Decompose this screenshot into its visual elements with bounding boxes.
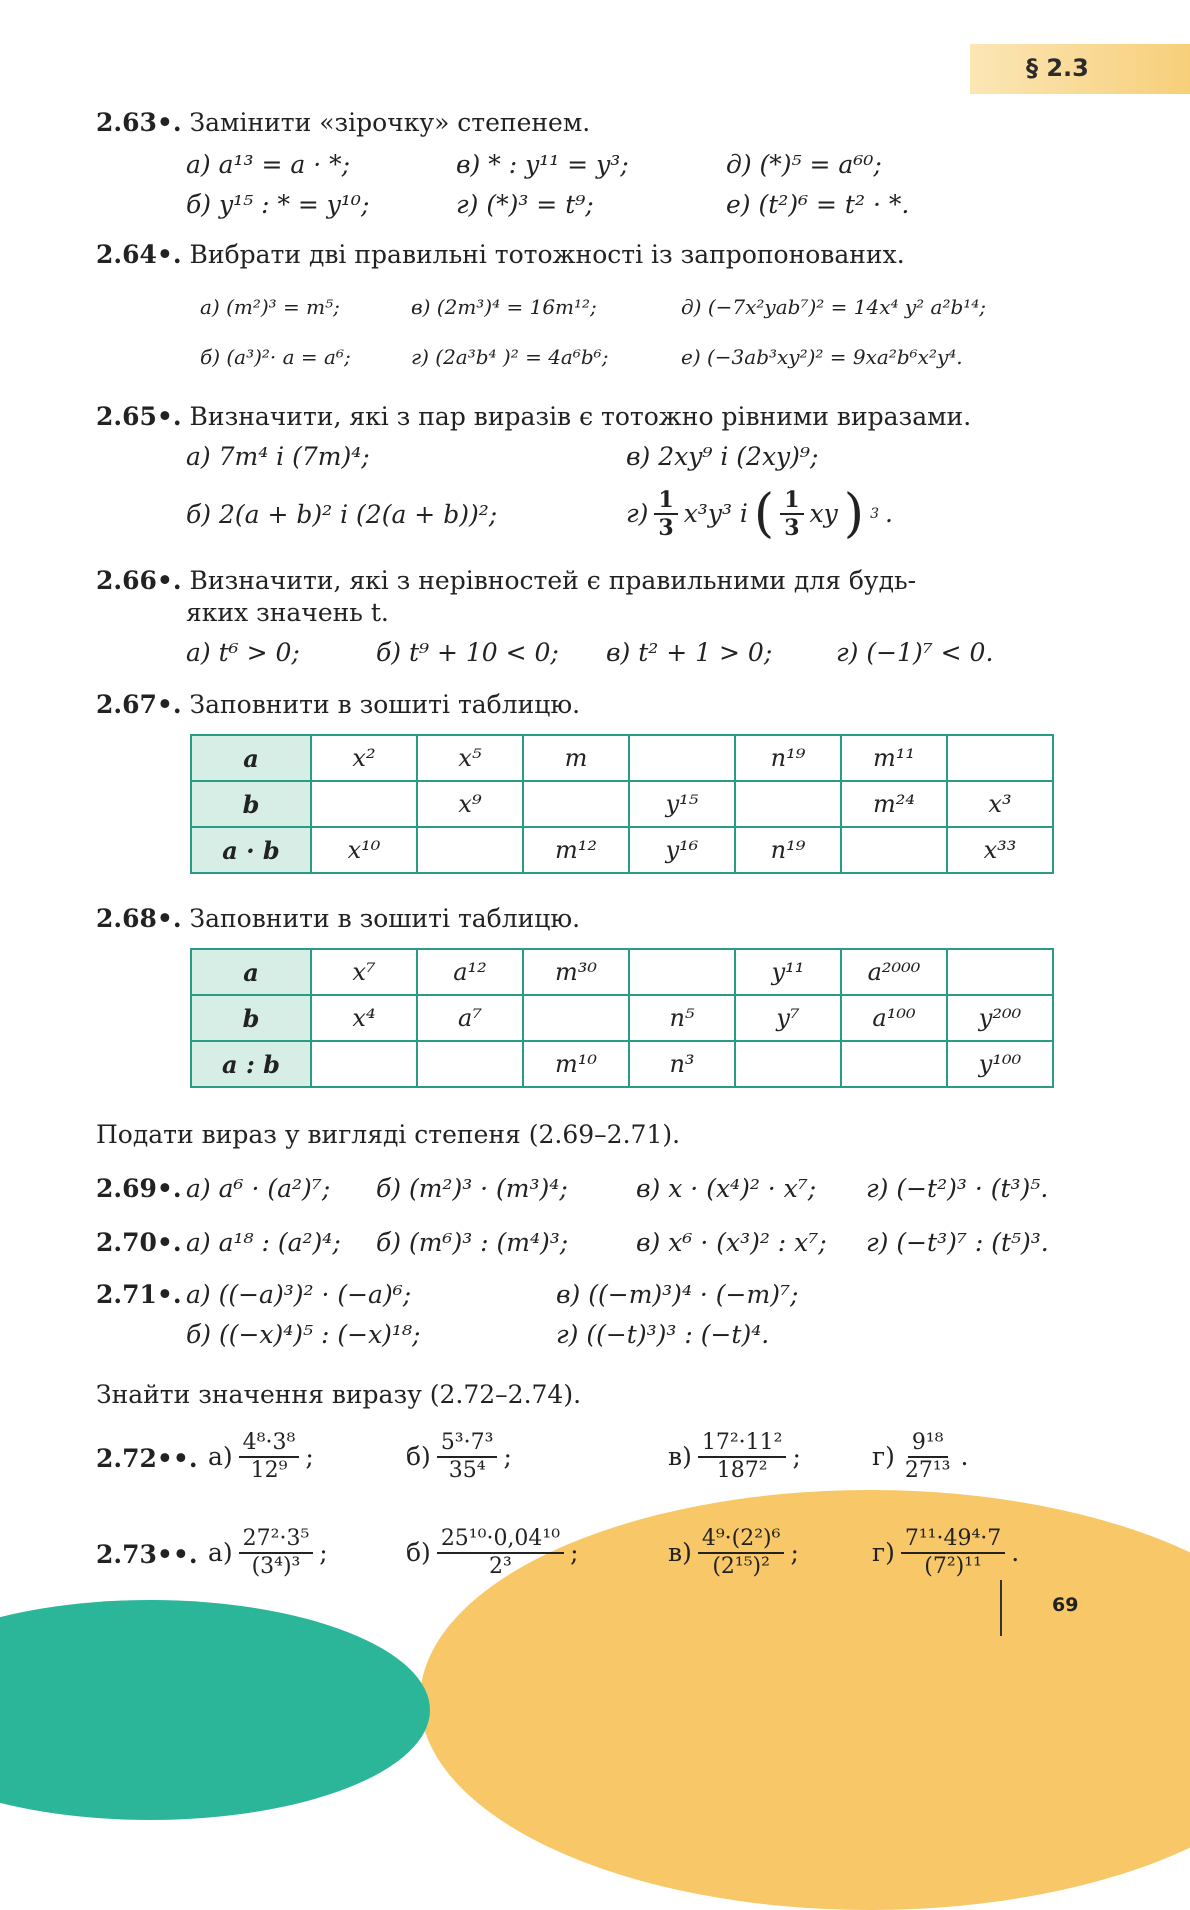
problem-2-64-g: г) (2a³b⁴ )² = 4a⁶b⁶;: [411, 345, 609, 369]
page-number-divider: [1000, 1580, 1002, 1636]
table-cell: x³: [947, 781, 1053, 827]
section-tab: [970, 44, 1190, 94]
table-cell: y¹⁵: [629, 781, 735, 827]
problem-2-66-v: в) t² + 1 > 0;: [606, 638, 773, 667]
table-cell: [841, 1041, 947, 1087]
table-cell: n¹⁹: [735, 735, 841, 781]
problem-2-64-b: б) (a³)²· a = a⁶;: [200, 345, 351, 369]
problem-2-71-v: в) ((−m)³)⁴ · (−m)⁷;: [556, 1280, 799, 1309]
table-cell: x⁹: [417, 781, 523, 827]
problem-2-69-g: г) (−t²)³ · (t³)⁵.: [866, 1174, 1049, 1203]
problem-2-69-number: 2.69•.: [96, 1174, 182, 1203]
table-cell: b: [191, 995, 311, 1041]
problem-2-70-g: г) (−t³)⁷ : (t⁵)³.: [866, 1228, 1049, 1257]
problem-2-71-number: 2.71•.: [96, 1280, 182, 1309]
table-cell: x¹⁰: [311, 827, 417, 873]
table-cell: b: [191, 781, 311, 827]
problem-2-69-a: а) a⁶ · (a²)⁷;: [186, 1174, 331, 1203]
problem-2-73-a: а) $\frac{\text{27²·3⁵}}{\text{(3⁴)³}}$ ;: [208, 1526, 328, 1579]
table-cell: [417, 1041, 523, 1087]
problem-2-69-v: в) x · (x⁴)² · x⁷;: [636, 1174, 817, 1203]
table-cell: [735, 1041, 841, 1087]
table-row: [191, 735, 1053, 781]
problem-2-72-v: в) $\frac{\text{17²·11²}}{\text{187²}}$ ;: [668, 1430, 801, 1483]
problem-2-64-e: е) (−3ab³xy²)² = 9xa²b⁶x²y⁴.: [681, 345, 963, 369]
problem-2-64-title: 2.64•. Вибрати дві правильні тотожності із запропонованих.: [96, 240, 905, 269]
table-row: [191, 781, 1053, 827]
table-cell: [947, 949, 1053, 995]
table-2-67: [190, 734, 1054, 874]
problem-2-65-g: г) $\frac{1}{3}$ x³y³ і ( $\frac{1}{3}$ xy ) 3 .: [626, 484, 893, 544]
problem-2-71-a: а) ((−a)³)² · (−a)⁶;: [186, 1280, 412, 1309]
problem-2-73-v: в) $\frac{\text{4⁹·(2²)⁶}}{\text{(2¹⁵)²}}$ ;: [668, 1526, 799, 1579]
problem-2-72-b: б) $\frac{\text{5³·7³}}{\text{35⁴}}$ ;: [406, 1430, 512, 1483]
problem-2-66-title-2: яких значень t.: [186, 598, 389, 627]
table-cell: n³: [629, 1041, 735, 1087]
table-row: [191, 827, 1053, 873]
problem-2-67-title: 2.67•. Заповнити в зошиті таблицю.: [96, 690, 581, 719]
problem-2-71-g: г) ((−t)³)³ : (−t)⁴.: [556, 1320, 770, 1349]
problem-2-63-v: в) * : y¹¹ = y³;: [456, 150, 629, 179]
problem-2-64-a: а) (m²)³ = m⁵;: [200, 295, 340, 319]
problem-2-69-b: б) (m²)³ · (m³)⁴;: [376, 1174, 568, 1203]
problem-2-63-d: д) (*)⁵ = a⁶⁰;: [726, 150, 882, 179]
problem-2-66-a: а) t⁶ > 0;: [186, 638, 300, 667]
table-cell: x³³: [947, 827, 1053, 873]
problem-2-73-number: 2.73••.: [96, 1540, 198, 1569]
problem-2-73-g: г) $\frac{\text{7¹¹·49⁴·7}}{\text{(7²)¹¹}}$ .: [872, 1526, 1020, 1579]
table-cell: m³⁰: [523, 949, 629, 995]
table-cell: y¹¹: [735, 949, 841, 995]
table-cell: y⁷: [735, 995, 841, 1041]
problem-2-65-a: а) 7m⁴ і (7m)⁴;: [186, 442, 370, 471]
instruction-2-72-2-74: Знайти значення виразу (2.72–2.74).: [96, 1380, 582, 1409]
table-cell: [947, 735, 1053, 781]
table-cell: x⁵: [417, 735, 523, 781]
page-number: 69: [1052, 1594, 1079, 1616]
table-2-68: [190, 948, 1054, 1088]
table-cell: y¹⁰⁰: [947, 1041, 1053, 1087]
decorative-green-shape: [0, 1600, 430, 1820]
problem-2-70-b: б) (m⁶)³ : (m⁴)³;: [376, 1228, 569, 1257]
problem-2-66-b: б) t⁹ + 10 < 0;: [376, 638, 559, 667]
table-cell: a: [191, 949, 311, 995]
problem-2-73-b: б) $\frac{\text{25¹⁰·0,04¹⁰}}{\text{2³}}$ ;: [406, 1526, 579, 1579]
problem-2-63-title: 2.63•. Замінити «зірочку» степенем.: [96, 108, 591, 137]
table-cell: n⁵: [629, 995, 735, 1041]
table-cell: a : b: [191, 1041, 311, 1087]
problem-2-72-number: 2.72••.: [96, 1444, 198, 1473]
table-row: [191, 949, 1053, 995]
problem-2-70-v: в) x⁶ · (x³)² : x⁷;: [636, 1228, 827, 1257]
table-cell: a²⁰⁰⁰: [841, 949, 947, 995]
table-cell: a¹⁰⁰: [841, 995, 947, 1041]
table-cell: [841, 827, 947, 873]
table-cell: a: [191, 735, 311, 781]
problem-2-72-a: а) $\frac{\text{4⁸·3⁸}}{\text{12⁹}}$ ;: [208, 1430, 314, 1483]
table-cell: [311, 1041, 417, 1087]
problem-2-63-a: а) a¹³ = a · *;: [186, 150, 351, 179]
table-row: [191, 1041, 1053, 1087]
table-cell: x²: [311, 735, 417, 781]
problem-2-66-title-1: 2.66•. Визначити, які з нерівностей є правильними для будь-: [96, 566, 917, 595]
problem-2-66-g: г) (−1)⁷ < 0.: [836, 638, 994, 667]
table-cell: [629, 735, 735, 781]
table-cell: a¹²: [417, 949, 523, 995]
problem-2-71-b: б) ((−x)⁴)⁵ : (−x)¹⁸;: [186, 1320, 421, 1349]
table-cell: m¹⁰: [523, 1041, 629, 1087]
problem-2-64-d: д) (−7x²yab⁷)² = 14x⁴ y² a²b¹⁴;: [681, 295, 987, 319]
table-cell: y¹⁶: [629, 827, 735, 873]
problem-2-70-number: 2.70•.: [96, 1228, 182, 1257]
table-cell: x⁷: [311, 949, 417, 995]
table-cell: [417, 827, 523, 873]
problem-2-65-v: в) 2xy⁹ і (2xy)⁹;: [626, 442, 819, 471]
table-cell: y²⁰⁰: [947, 995, 1053, 1041]
table-cell: x⁴: [311, 995, 417, 1041]
problem-2-68-title: 2.68•. Заповнити в зошиті таблицю.: [96, 904, 581, 933]
table-cell: [523, 781, 629, 827]
table-cell: [735, 781, 841, 827]
table-cell: m¹²: [523, 827, 629, 873]
problem-2-64-v: в) (2m³)⁴ = 16m¹²;: [411, 295, 597, 319]
table-cell: [311, 781, 417, 827]
problem-2-72-g: г) $\frac{\text{9¹⁸}}{\text{27¹³}}$ .: [872, 1430, 969, 1483]
table-row: [191, 995, 1053, 1041]
problem-2-63-b: б) y¹⁵ : * = y¹⁰;: [186, 190, 370, 219]
table-cell: m²⁴: [841, 781, 947, 827]
problem-2-70-a: а) a¹⁸ : (a²)⁴;: [186, 1228, 341, 1257]
problem-2-63-g: г) (*)³ = t⁹;: [456, 190, 594, 219]
problem-2-63-e: е) (t²)⁶ = t² · *.: [726, 190, 910, 219]
table-cell: m¹¹: [841, 735, 947, 781]
table-cell: n¹⁹: [735, 827, 841, 873]
table-cell: a · b: [191, 827, 311, 873]
table-cell: [523, 995, 629, 1041]
problem-2-65-title: 2.65•. Визначити, які з пар виразів є тотожно рівними виразами.: [96, 402, 972, 431]
problem-2-65-b: б) 2(a + b)² і (2(a + b))²;: [186, 500, 498, 529]
section-label: § 2.3: [1026, 54, 1089, 82]
instruction-2-69-2-71: Подати вираз у вигляді степеня (2.69–2.71).: [96, 1120, 681, 1149]
table-cell: [629, 949, 735, 995]
table-cell: a⁷: [417, 995, 523, 1041]
table-cell: m: [523, 735, 629, 781]
